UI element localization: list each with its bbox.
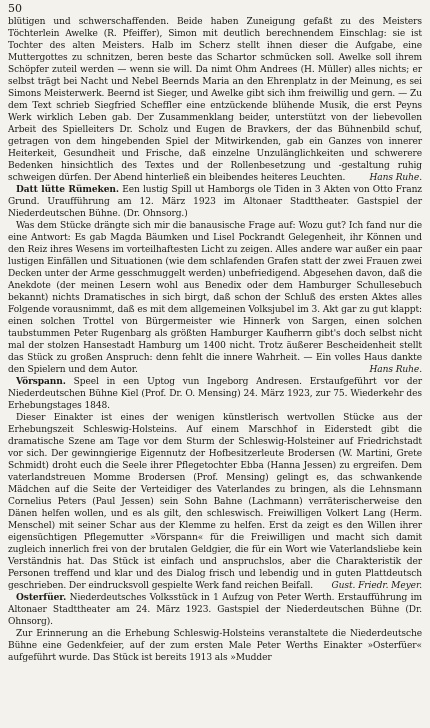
entry-details: Speel in een Uptog vun Ingeborg Andresen. Erstaufgeführt vor der Niederdeutschen Bühne Kiel (Prof. Dr. O. Mensing) 24. März 1923, zur 75. Wiederkehr des Erhebungstages 1848. [8,377,422,411]
entry-details: Een lustig Spill ut Hamborgs ole Tiden in 3 Akten von Otto Franz Grund. Uraufführung am 12. März 1923 im Altonaer Stadttheater. Gastspiel der Niederdeutschen Bühne. (Dr. Ohnsorg.) [8,185,422,219]
entry-title: Osterfüer. [16,593,67,603]
entry-title: Vörspann. [16,377,66,387]
page-number: 50 [8,2,22,15]
signature: Gust. Friedr. Meyer. [331,581,422,591]
entry-heading-osterfueer [8,592,422,628]
paragraph-text: blütigen und schwerschaffenden. Beide haben Zuneigung gefaßt zu des Meisters Töchterlein Awelke (R. Pfeiffer), Simon mit deutlich berechnendem Einschlag: sie ist Tochter des alten Meisters. Halb im Scherz stellt ihnen dieser die Aufgabe, eine Muttergottes zu schnitzen, beren beste das Schartor schmücken soll. Awelke soll ihrem Schöpfer zuteil werden — wenn sie will. Da nimt Ohm Andrees (H. Müller) alles nichts; er selbst trägt bei Nacht und Nebel Beernds Maria an den Ehrenplatz in der Meinung, es sei Simons Meisterwerk. Beernd ist Sieger, und Awelke gibt sich ihm freiwillig und gern. — Zu dem Text schrieb Siegfried Scheffler eine entzückende blühende Musik, die erst Peyns Werk wirklich Leben gab. Der Zusammenklang beider, unterstützt von der liebevollen Arbeit des Spielleiters Dr. Scholz und Eugen de Bravkers, der das Bühnenbild schuf, getragen von dem hingebenden Spiel der Mitwirkenden, gab ein Ganzes von innerer Heiterkeit, Gesundheit und Frische, daß einzelne Unzulänglichkeiten und schwerere Bedenken hinsichtlich des Textes und der Rollenbesetzung und -gestaltung ruhig schweigen dürfen. Der Abend hinterließ ein bleibendes heiteres Leuchten. [8,17,422,183]
text-column [8,16,422,726]
signature: Hans Ruhe. [369,173,422,183]
paragraph-text: Zur Erinnerung an die Erhebung Schleswig-Holsteins veranstaltete die Niederdeutsche Bühne eine Gedenkfeier, auf der zum ersten Male Peter Werths Einakter »Osterfüer« aufgeführt wurde. Das Stück ist bereits 1913 als »Mudder [8,629,422,663]
paragraph-review-4 [8,628,422,664]
entry-title: Datt lütte Rümeken. [16,185,119,195]
entry-details: Niederdeutsches Volksstück in 1 Aufzug von Peter Werth. Erstaufführung im Altonaer Stadttheater am 24. März 1923. Gastspiel der Niederdeutschen Bühne (Dr. Ohnsorg). [8,593,422,627]
paragraph-text: Was dem Stücke drängte sich mir die banausische Frage auf: Wozu gut? Ich fand nur die eine Antwort: Es gab Magda Bäumken und Lisel Pockrandt Gelegenheit, ihr Können und den Reiz ihres Wesens im vorteilhaftesten Licht zu zeigen. Alles andere war außer ein paar lustigen Einfällen und Situationen (wie dem schlafenden Grafen statt der zwei Frauen zwei Decken unter der Arme gesschmuggelt werden) unbefriedigend. Abgesehen davon, daß die Anekdote (der meinen Lesern wohl aus Benedix oder dem Hamburger Schullesebuch bekannt) nichts Dramatisches in sich birgt, daß schon der Schluß des ersten Aktes alles Folgende vorausnimmt, daß es mit dem allgemeinen Volksjubel im 3. Akt gar zu gut klappt: einen solchen Trottel von Bürgermeister wie Hinnerk von Sargen, einen solchen taubstummen Peter Rugenbarg als größten Hamburger Kaufherrn gibt's doch selbst nicht mal der stolzen Hansestadt Hamburg um 1400 nicht. Trotz äußerer Bescheidenheit stellt das Stück zu großen Anspruch: denn fehlt die innere Wahrheit. — Ein volles Haus dankte den Spielern und dem Autor. [8,221,422,375]
paragraph-text: Dieser Einakter ist eines der wenigen künstlerisch wertvollen Stücke aus der Erhebungszeit Schleswig-Holsteins. Auf einem Marschhof in Eiderstedt gibt die dramatische Szene am Tage vor dem Sturm der Schleswig-Holsteiner auf Friedrichstadt vor sich. Der gewinngierige Eigennutz der Hofbesitzerleute Brodersen (W. Martini, Grete Schmidt) droht euch die Seele ihrer Pflegetochter Ebba (Hanna Jessen) zu ergreifen. Dem vaterlandstreuen Momme Brodersen (Prof. Mensing) gelingt es, das schwankende Mädchen auf die Seite der Verteidiger des Vaterlandes zu bringen, als die Lehnsmann Cornelius Peters (Paul Jessen) sein Sohn Bahne (Lachmann) verräterischerweise den Dänen helfen wollen, und es als gilt, den schleswisch. Freiwilligen Volkert Lang (Herm. Menschel) mit seiner Schar aus der Klemme zu helfen. Erst da zeigt es den Willen ihrer eigensüchtigen Pflegemutter »Vörspann« für die Freiwilligen und macht sich damit zugleich innerlich frei von der brutalen Geldgier, die für ein Wort wie Vaterlandsliebe kein Verständnis hat. Das Stück ist einfach und anspruchslos, aber die Charakteristik der Personen treffend und klar und des Dialog frisch und lebendig und in guten Plattdeutsch geschrieben. Der eindrucksvoll gespielte Werk fand reichen Beifall. [8,413,422,591]
paragraph-review-1 [8,16,422,184]
paragraph-review-3 [8,412,422,592]
signature: Hans Ruhe. [369,365,422,375]
paragraph-review-2 [8,220,422,376]
entry-heading-voerspann [8,376,422,412]
entry-heading-ruemeken [8,184,422,220]
